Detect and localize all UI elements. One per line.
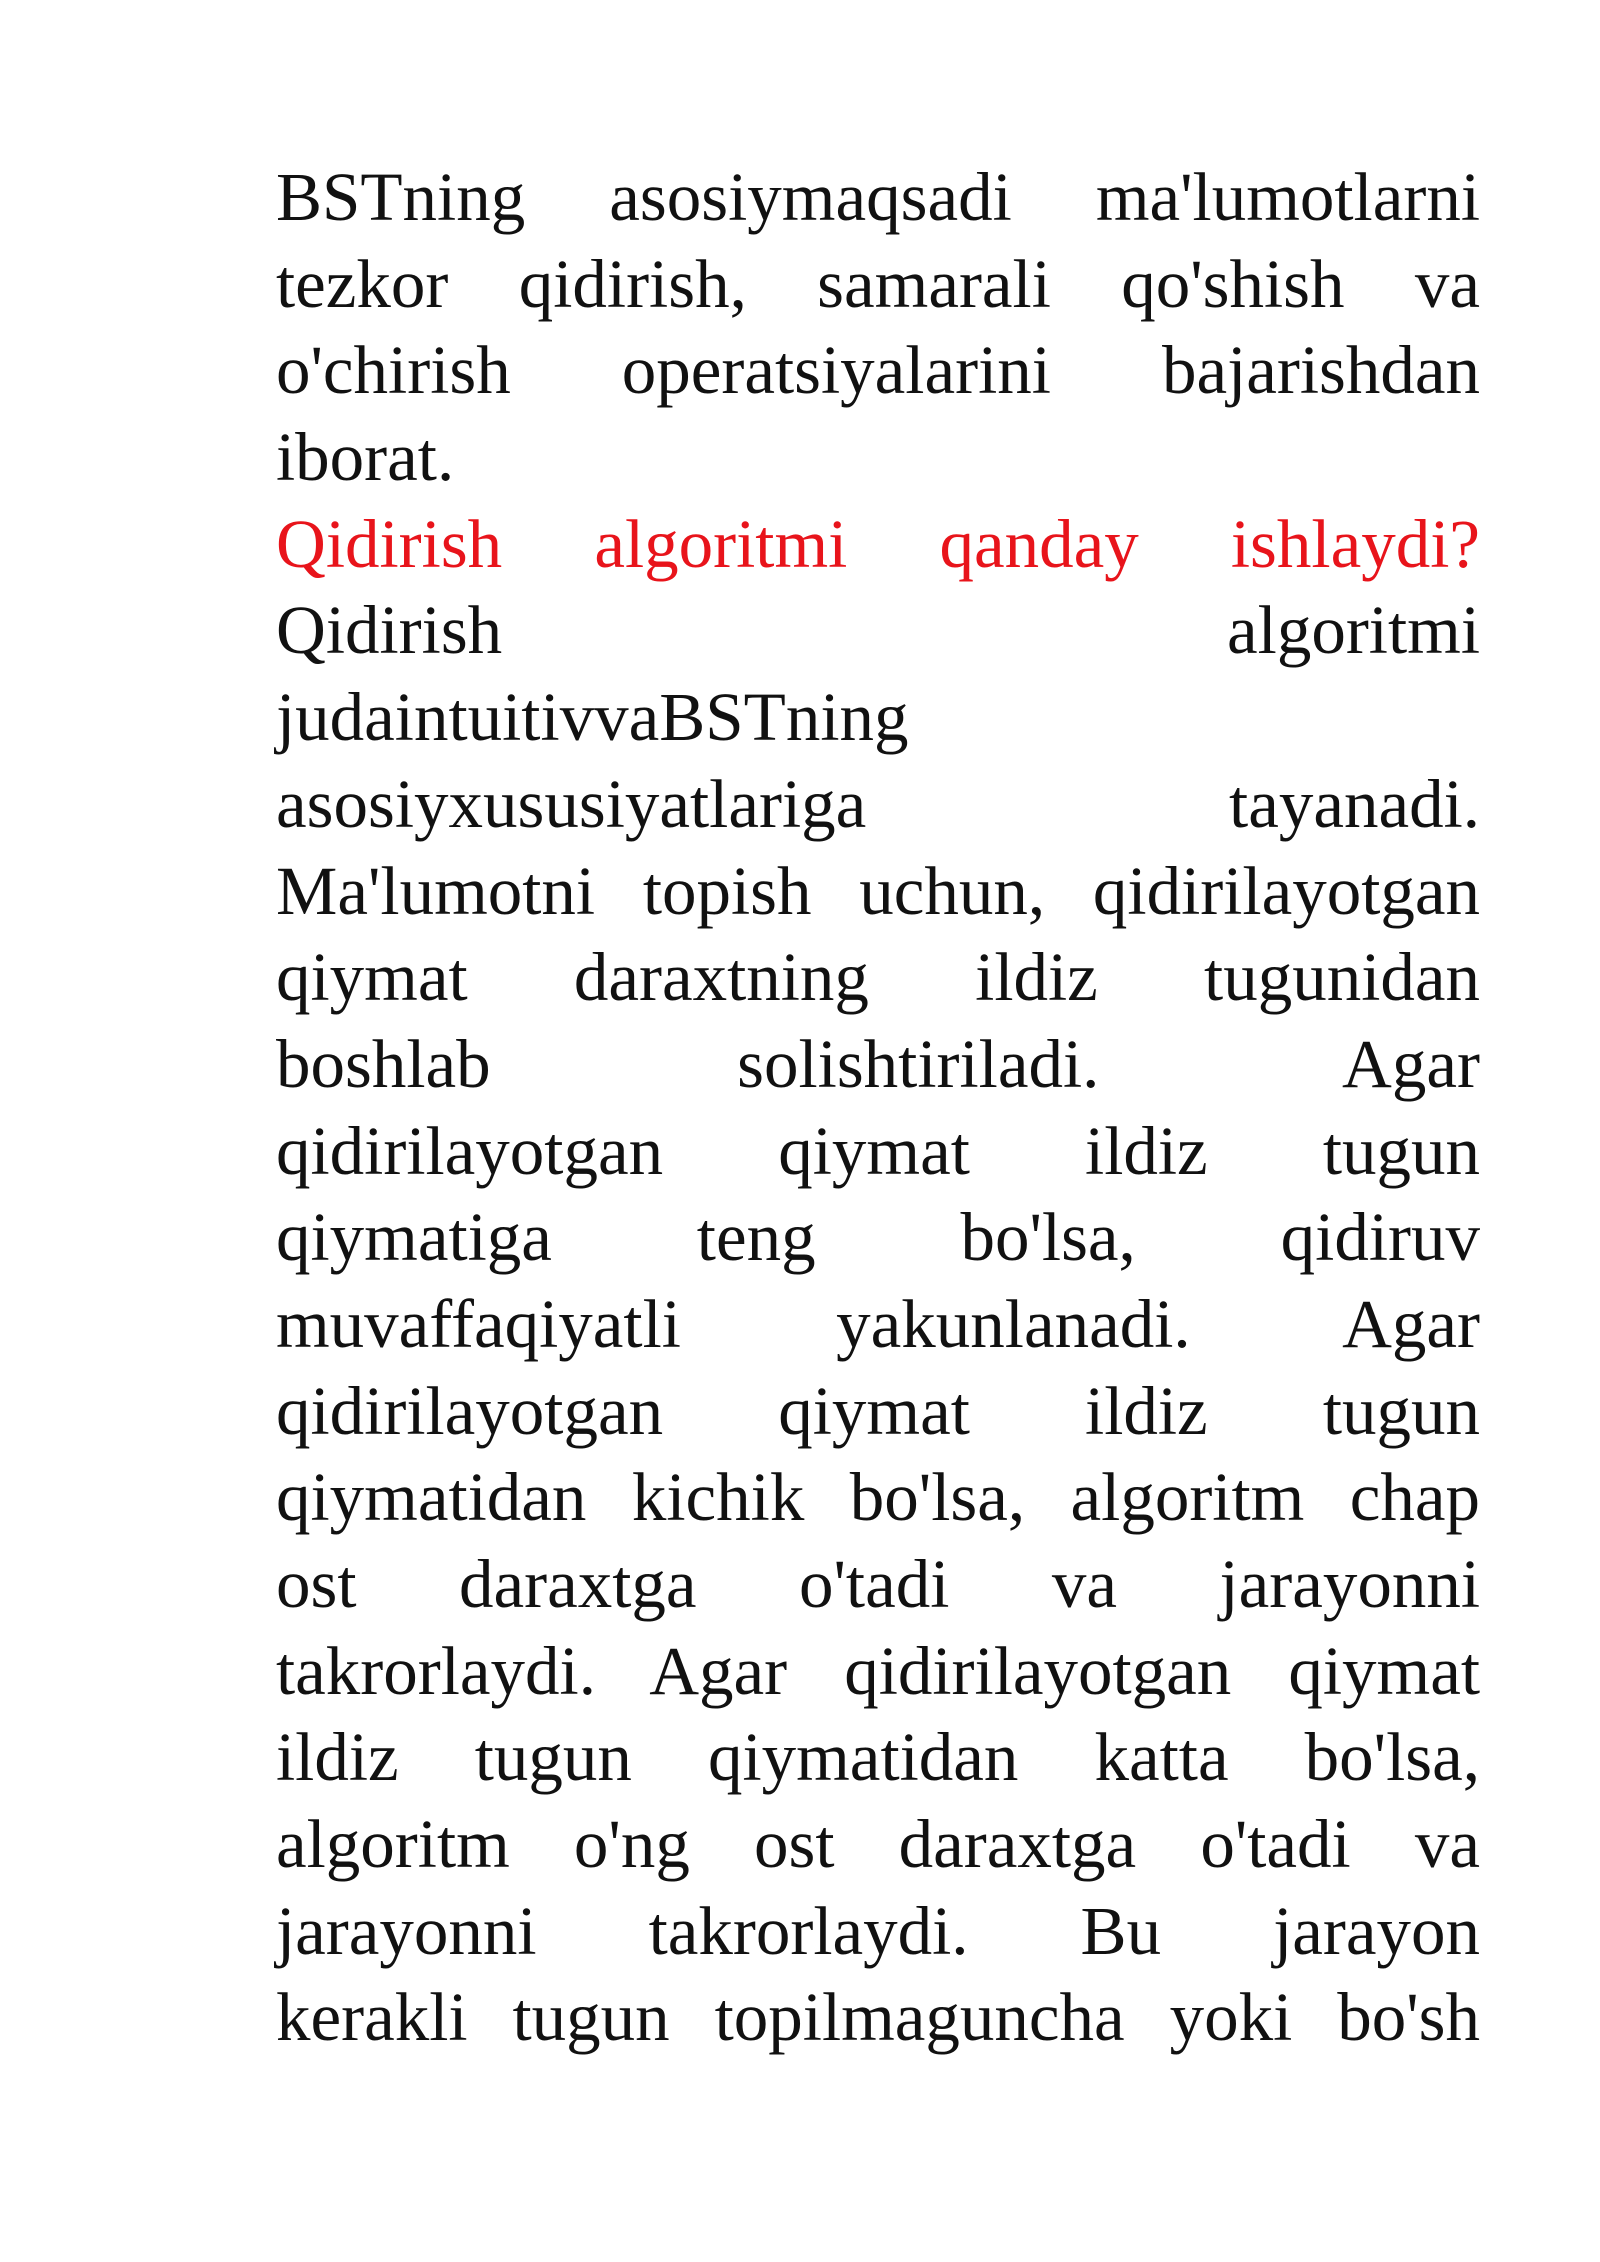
text-line: BSTning asosiymaqsadi ma'lumotlarni (276, 159, 1480, 235)
body-text (276, 154, 1480, 2061)
text-line: iborat. (276, 419, 455, 496)
text-line: qiymatidan kichik bo'lsa, algoritm chap (276, 1459, 1480, 1536)
text-line: ildiz tugun qiymatidan katta bo'lsa, (276, 1719, 1480, 1796)
text-line: Ma'lumotni topish uchun, qidirilayotgan (276, 852, 1480, 929)
text-line: boshlab solishtiriladi. Agar (276, 1025, 1480, 1102)
text-line: ost daraxtga o'tadi va jarayonni (276, 1546, 1480, 1622)
text-line: jarayonni takrorlaydi. Bu jarayon (276, 1892, 1480, 1969)
text-line: muvaffaqiyatli yakunlanadi. Agar (276, 1285, 1480, 1362)
text-line: qidirilayotgan qiymat ildiz tugun (276, 1372, 1480, 1449)
text-line: qiymat daraxtning ildiz tugunidan (276, 939, 1480, 1016)
text-line: tezkor qidirish, samarali qo'shish va (276, 245, 1480, 322)
text-line: kerakli tugun topilmaguncha yoki bo'sh (276, 1979, 1480, 2056)
text-line: Qidirish algoritmi (276, 592, 1480, 669)
text-line: qiymatiga teng bo'lsa, qidiruv (276, 1199, 1480, 1276)
text-line: takrorlaydi. Agar qidirilayotgan qiymat (276, 1632, 1480, 1709)
text-line: o'chirish operatsiyalarini bajarishdan (276, 332, 1480, 409)
section-heading: Qidirish algoritmi qanday ishlaydi? (276, 505, 1480, 582)
text-line: algoritm o'ng ost daraxtga o'tadi va (276, 1806, 1480, 1883)
text-line: asosiyxususiyatlariga tayanadi. (276, 765, 1480, 842)
text-line: judaintuitivvaBSTning (276, 679, 909, 756)
text-line: qidirilayotgan qiymat ildiz tugun (276, 1112, 1480, 1189)
